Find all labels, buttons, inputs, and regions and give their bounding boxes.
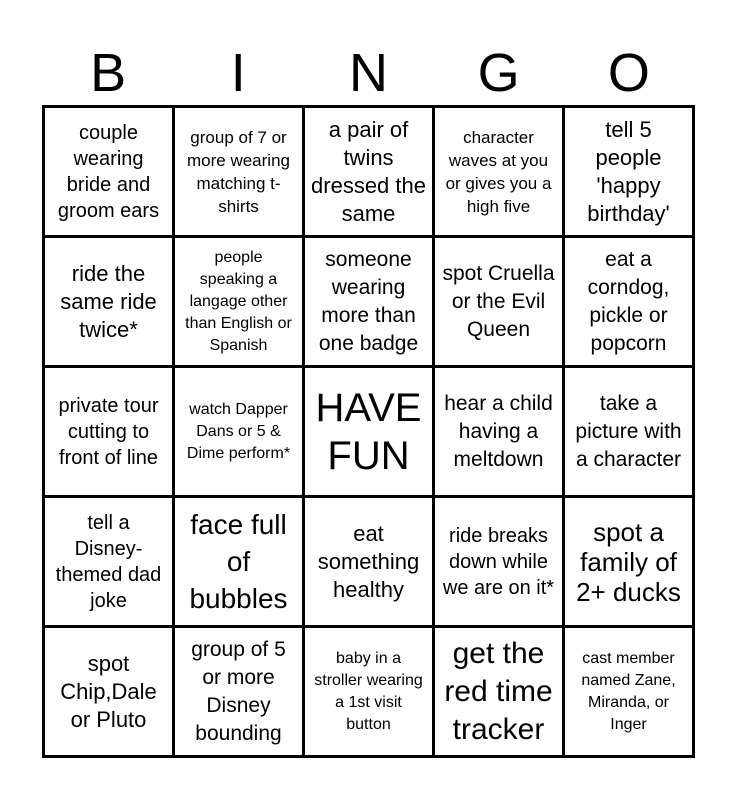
bingo-cell[interactable] <box>305 108 432 235</box>
cell-text: someone wearing more than one badge <box>318 247 419 355</box>
bingo-cell[interactable] <box>565 628 692 755</box>
bingo-cell[interactable] <box>565 108 692 235</box>
cell-text: ride breaks down while we are on it* <box>442 524 555 599</box>
header-letter-i: I <box>230 43 246 103</box>
bingo-cell[interactable] <box>435 368 562 495</box>
cell-text: cast member named Zane, Miranda, or Inger <box>581 649 676 733</box>
header-letter-b: B <box>90 43 127 103</box>
cell-text: tell 5 people 'happy birthday' <box>587 116 670 226</box>
bingo-cell[interactable] <box>45 108 172 235</box>
cell-text: get the red time tracker <box>444 636 553 746</box>
cell-text: eat a corndog, pickle or popcorn <box>587 247 670 355</box>
bingo-card-grid <box>42 105 695 758</box>
cell-text: tell a Disney-themed dad joke <box>55 511 162 612</box>
bingo-cell[interactable] <box>175 368 302 495</box>
bingo-cell[interactable] <box>45 628 172 755</box>
free-space-cell[interactable] <box>305 368 432 495</box>
cell-text: couple wearing bride and groom ears <box>57 121 160 222</box>
bingo-cell[interactable] <box>305 628 432 755</box>
cell-text: people speaking a langage other than English or Spanish <box>185 248 292 354</box>
bingo-cell[interactable] <box>305 498 432 625</box>
cell-text: hear a child having a meltdown <box>444 391 553 471</box>
header-letter-g: G <box>477 43 520 103</box>
header-letter-o: O <box>607 43 650 103</box>
bingo-header <box>43 42 694 104</box>
cell-text: take a picture with a character <box>575 391 682 471</box>
bingo-cell[interactable] <box>175 108 302 235</box>
cell-text: baby in a stroller wearing a 1st visit button <box>314 649 423 733</box>
bingo-cell[interactable] <box>175 628 302 755</box>
cell-text: group of 7 or more wearing matching t-shirts <box>187 127 290 216</box>
cell-text: eat something healthy <box>317 520 420 602</box>
cell-text: watch Dapper Dans or 5 & Dime perform* <box>186 400 291 462</box>
bingo-cell[interactable] <box>435 108 562 235</box>
bingo-cell[interactable] <box>45 498 172 625</box>
bingo-cell[interactable] <box>305 238 432 365</box>
cell-text: a pair of twins dressed the same <box>311 116 426 226</box>
bingo-cell[interactable] <box>435 238 562 365</box>
header-letter-n: N <box>348 43 388 103</box>
bingo-cell[interactable] <box>45 238 172 365</box>
bingo-cell[interactable] <box>175 498 302 625</box>
bingo-cell[interactable] <box>45 368 172 495</box>
bingo-cell[interactable] <box>565 368 692 495</box>
free-space-text: HAVE FUN <box>315 385 422 478</box>
bingo-cell[interactable] <box>435 628 562 755</box>
cell-text: spot a family of 2+ ducks <box>576 516 681 607</box>
cell-text: spot Cruella or the Evil Queen <box>442 261 555 341</box>
bingo-cell[interactable] <box>175 238 302 365</box>
cell-text: character waves at you or gives you a high five <box>445 127 552 216</box>
bingo-cell[interactable] <box>565 238 692 365</box>
cell-text: private tour cutting to front of line <box>58 394 159 469</box>
cell-text: group of 5 or more Disney bounding <box>191 637 286 745</box>
bingo-cell[interactable] <box>435 498 562 625</box>
bingo-cell[interactable] <box>565 498 692 625</box>
cell-text: ride the same ride twice* <box>60 260 157 342</box>
cell-text: face full of bubbles <box>189 509 288 614</box>
cell-text: spot Chip,Dale or Pluto <box>60 650 157 732</box>
